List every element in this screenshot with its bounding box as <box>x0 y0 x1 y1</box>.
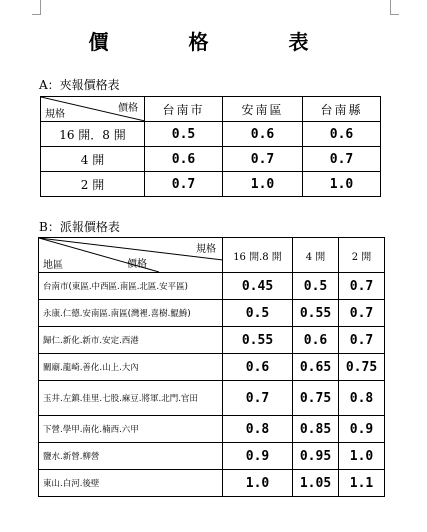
price-cell: 1.0 <box>339 443 385 470</box>
area-cell: 鹽水.新營.柳營 <box>39 443 223 470</box>
price-cell: 0.7 <box>223 147 303 172</box>
column-header: 2 開 <box>339 238 385 273</box>
price-cell: 0.45 <box>223 273 293 300</box>
table-a-corner-cell <box>41 97 145 122</box>
price-cell: 0.7 <box>339 300 385 327</box>
price-cell: 0.85 <box>293 416 339 443</box>
price-cell: 1.05 <box>293 470 339 497</box>
price-cell: 0.7 <box>223 381 293 416</box>
price-cell: 0.6 <box>223 122 303 147</box>
price-cell: 0.9 <box>339 416 385 443</box>
table-a <box>40 96 381 197</box>
table-row <box>41 147 381 172</box>
row-label: 16 開．8 開 <box>41 122 145 147</box>
section-b-heading: B：派報價格表 <box>39 220 120 234</box>
corner-label-spec: 規格 <box>196 244 216 255</box>
price-cell: 0.6 <box>145 147 223 172</box>
area-cell: 台南市(東區.中西區.南區.北區.安平區) <box>39 273 223 300</box>
table-row <box>39 354 385 381</box>
corner-label-price: 價格 <box>118 103 138 114</box>
area-cell: 玉井.左鎮.佳里.七股.麻豆.將軍.北門.官田 <box>39 381 223 416</box>
column-header: 台南市 <box>145 97 223 122</box>
price-cell: 0.7 <box>145 172 223 197</box>
price-cell: 1.1 <box>339 470 385 497</box>
area-cell: 東山.白河.後壁 <box>39 470 223 497</box>
column-header: 4 開 <box>293 238 339 273</box>
price-cell: 0.5 <box>223 300 293 327</box>
price-cell: 0.55 <box>293 300 339 327</box>
corner-label-price: 價格 <box>127 259 147 270</box>
price-cell: 0.6 <box>303 122 381 147</box>
column-header: 台南縣 <box>303 97 381 122</box>
price-cell: 0.6 <box>223 354 293 381</box>
price-cell: 0.7 <box>339 273 385 300</box>
area-cell: 關廟.龍崎.善化.山上.大內 <box>39 354 223 381</box>
table-row <box>39 273 385 300</box>
table-b <box>38 237 385 497</box>
area-cell: 永康.仁德.安南區.南區(灣裡.喜樹.鯤鯓) <box>39 300 223 327</box>
table-row <box>39 300 385 327</box>
table-row <box>41 122 381 147</box>
corner-label-spec: 規格 <box>45 109 65 120</box>
section-a-heading: A：夾報價格表 <box>39 78 120 92</box>
price-cell: 1.0 <box>303 172 381 197</box>
crop-mark-right <box>390 0 399 15</box>
table-row <box>39 381 385 416</box>
area-cell: 歸仁.新化.新市.安定.西港 <box>39 327 223 354</box>
price-cell: 0.6 <box>293 327 339 354</box>
price-cell: 1.0 <box>223 470 293 497</box>
price-cell: 0.75 <box>339 354 385 381</box>
price-cell: 0.8 <box>339 381 385 416</box>
row-label: 2 開 <box>41 172 145 197</box>
price-cell: 0.7 <box>339 327 385 354</box>
price-cell: 0.9 <box>223 443 293 470</box>
table-row <box>39 327 385 354</box>
crop-mark-left <box>32 0 41 15</box>
price-cell: 0.7 <box>303 147 381 172</box>
table-row <box>41 172 381 197</box>
price-cell: 0.5 <box>145 122 223 147</box>
table-b-corner-cell <box>39 238 223 273</box>
row-label: 4 開 <box>41 147 145 172</box>
column-header: 安南區 <box>223 97 303 122</box>
column-header: 16 開.8 開 <box>223 238 293 273</box>
table-a-header-row <box>41 97 381 122</box>
page-title: 價 格 表 <box>88 30 339 54</box>
corner-label-area: 地區 <box>43 260 63 271</box>
price-cell: 0.8 <box>223 416 293 443</box>
table-b-header-row <box>39 238 385 273</box>
table-row <box>39 443 385 470</box>
price-cell: 0.75 <box>293 381 339 416</box>
price-cell: 1.0 <box>223 172 303 197</box>
price-cell: 0.55 <box>223 327 293 354</box>
price-cell: 0.95 <box>293 443 339 470</box>
price-cell: 0.65 <box>293 354 339 381</box>
price-cell: 0.5 <box>293 273 339 300</box>
table-row <box>39 470 385 497</box>
area-cell: 下營.學甲.南化.楠西.六甲 <box>39 416 223 443</box>
table-row <box>39 416 385 443</box>
